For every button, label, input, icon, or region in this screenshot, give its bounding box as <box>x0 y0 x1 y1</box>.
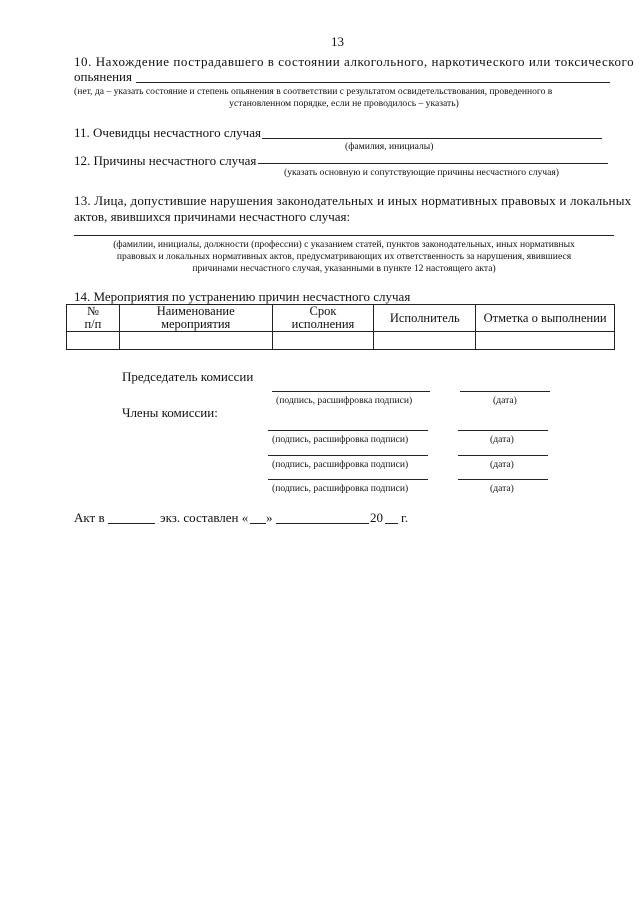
table-cell-number[interactable] <box>67 332 120 350</box>
member3-signature-line[interactable] <box>268 479 428 480</box>
member3-date-hint: (дата) <box>490 483 514 494</box>
item11-hint: (фамилия, инициалы) <box>345 141 434 152</box>
act-close-quote: » <box>266 510 273 525</box>
item10-text-line1: 10. Нахождение пострадавшего в состоянии алкогольного, наркотического или токсического <box>74 54 635 69</box>
col-header-deadline: Срок исполнения <box>272 305 374 332</box>
item13-text-line2: актов, явившихся причинами несчастного случая: <box>74 209 351 224</box>
act-prefix: Акт в <box>74 510 105 525</box>
table-cell-deadline[interactable] <box>272 332 374 350</box>
member3-signature-hint: (подпись, расшифровка подписи) <box>272 483 409 494</box>
member1-signature-line[interactable] <box>268 430 428 431</box>
act-year-prefix: 20 <box>370 510 383 525</box>
item10-hint-line2: установленном порядке, если не проводилось – указать) <box>229 98 459 109</box>
table-cell-completion-mark[interactable] <box>476 332 615 350</box>
item11-fill-line[interactable] <box>262 138 602 139</box>
chair-label: Председатель комиссии <box>122 369 254 384</box>
chair-signature-hint: (подпись, расшифровка подписи) <box>276 395 413 406</box>
item12-fill-line[interactable] <box>258 163 608 164</box>
members-label: Члены комиссии: <box>122 405 218 420</box>
item11-label: 11. Очевидцы несчастного случая <box>74 125 261 140</box>
item10-hint-line1: (нет, да – указать состояние и степень опьянения в соответствии с результатом освидетельствования, проведенного в <box>74 86 553 97</box>
member2-signature-line[interactable] <box>268 455 428 456</box>
act-copies-text: экз. составлен « <box>160 510 249 525</box>
item14-label: 14. Мероприятия по устранению причин несчастного случая <box>74 289 411 304</box>
item10-fill-line[interactable] <box>136 82 610 83</box>
table-cell-executor[interactable] <box>374 332 476 350</box>
item13-hint-line2: правовых и локальных нормативных актов, предусматривающих их ответственность за нарушения, явившиеся <box>116 251 572 262</box>
col-header-name: Наименование мероприятия <box>119 305 272 332</box>
page-number: 13 <box>331 34 344 49</box>
col-header-executor: Исполнитель <box>374 305 476 332</box>
item13-text-line1: 13. Лица, допустившие нарушения законодательных и иных нормативных правовых и локальных <box>74 193 632 208</box>
member1-signature-hint: (подпись, расшифровка подписи) <box>272 434 409 445</box>
chair-date-hint: (дата) <box>493 395 517 406</box>
act-year-line[interactable] <box>385 523 398 524</box>
act-month-line[interactable] <box>276 523 369 524</box>
col-header-number: № п/п <box>67 305 120 332</box>
item13-hint-line1: (фамилии, инициалы, должности (профессии) с указанием статей, пунктов законодательных, иных нормативных <box>113 239 575 250</box>
act-year-suffix: г. <box>401 510 409 525</box>
member2-signature-hint: (подпись, расшифровка подписи) <box>272 459 409 470</box>
act-day-line[interactable] <box>250 523 266 524</box>
member3-date-line[interactable] <box>458 479 548 480</box>
member2-date-line[interactable] <box>458 455 548 456</box>
member1-date-hint: (дата) <box>490 434 514 445</box>
chair-signature-line[interactable] <box>272 391 430 392</box>
measures-table <box>66 304 615 350</box>
member2-date-hint: (дата) <box>490 459 514 470</box>
measures-table-header-row <box>67 305 615 332</box>
col-header-completion-mark: Отметка о выполнении <box>476 305 615 332</box>
item12-label: 12. Причины несчастного случая <box>74 153 257 168</box>
table-row <box>67 332 615 350</box>
chair-date-line[interactable] <box>460 391 550 392</box>
member1-date-line[interactable] <box>458 430 548 431</box>
item13-hint-line3: причинами несчастного случая, указанными в пункте 12 настоящего акта) <box>192 263 496 274</box>
table-cell-name[interactable] <box>119 332 272 350</box>
item10-text-line2: опьянения <box>74 69 132 84</box>
act-copies-line[interactable] <box>108 523 155 524</box>
item12-hint: (указать основную и сопутствующие причины несчастного случая) <box>284 167 559 178</box>
item13-fill-line[interactable] <box>74 235 614 236</box>
